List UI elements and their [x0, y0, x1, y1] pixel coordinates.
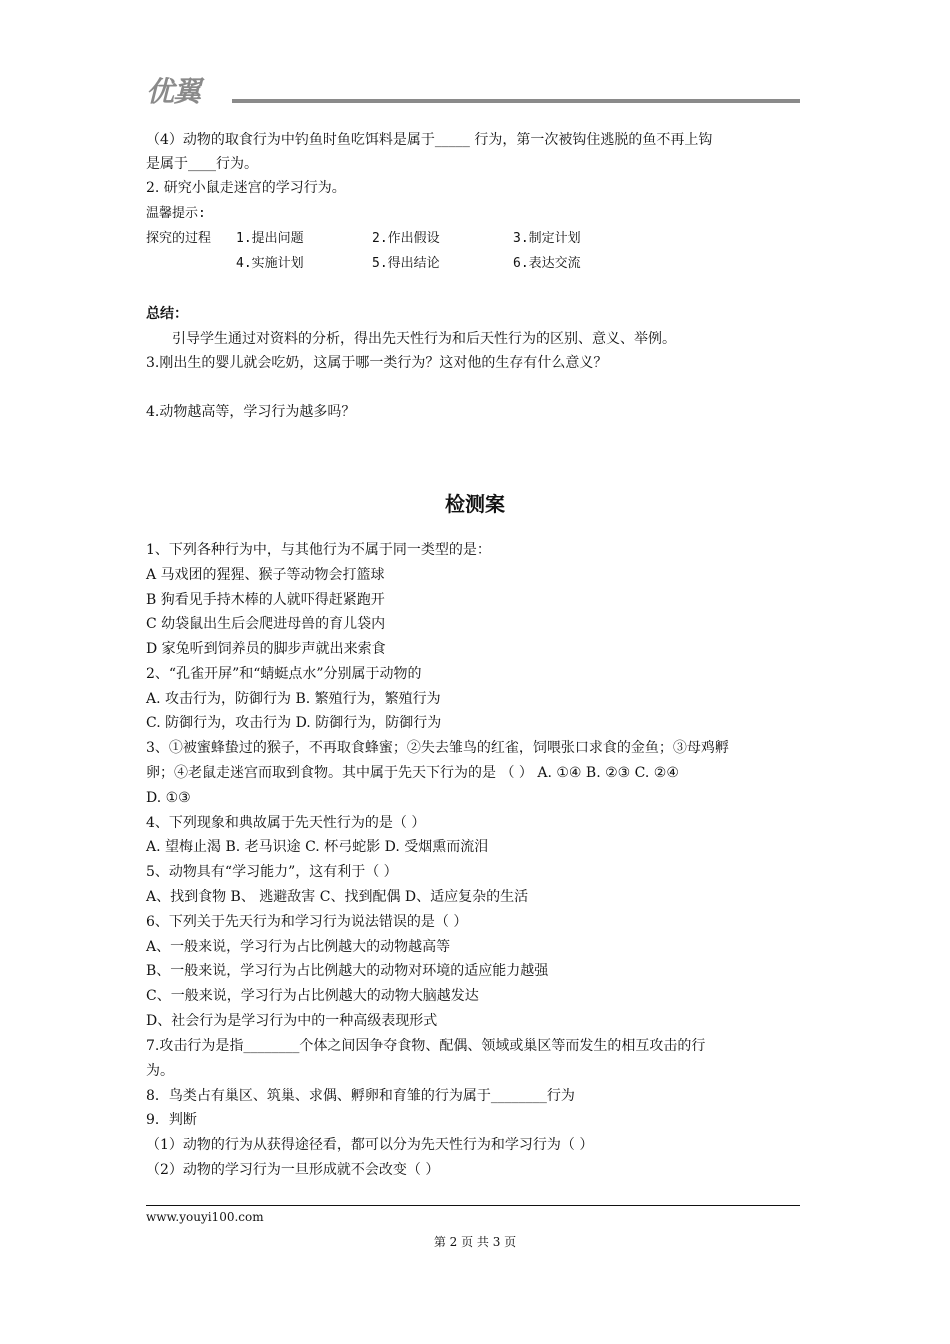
summary-label: 总结： — [146, 306, 188, 322]
test-line: 5、动物具有“学习能力”，这有利于（ ） — [146, 864, 398, 880]
test-line: C 幼袋鼠出生后会爬进母兽的育儿袋内 — [146, 616, 386, 632]
test-line: 7.攻击行为是指________个体之间因争夺食物、配偶、领域或巢区等而发生的相互攻击的行 — [146, 1038, 706, 1054]
step-4: 4.实施计划 — [236, 256, 304, 271]
step-1: 1.提出问题 — [236, 231, 304, 246]
step-5: 5.得出结论 — [372, 256, 440, 271]
step-2: 2.作出假设 — [372, 231, 440, 246]
test-line: 2、“孔雀开屏”和“蜻蜓点水”分别属于动物的 — [146, 666, 422, 682]
header-divider — [232, 99, 800, 103]
test-line: 3、①被蜜蜂蛰过的猴子，不再取食蜂蜜；②失去雏鸟的红雀，饲喂张口求食的金鱼；③母鸡孵 — [146, 740, 729, 756]
test-line: 6、下列关于先天行为和学习行为说法错误的是（ ） — [146, 914, 468, 930]
test-line: 为。 — [146, 1063, 174, 1079]
question-3: 3.刚出生的婴儿就会吃奶，这属于哪一类行为？这对他的生存有什么意义？ — [146, 355, 608, 371]
test-line: A、一般来说，学习行为占比例越大的动物越高等 — [146, 939, 451, 955]
test-line: B、一般来说，学习行为占比例越大的动物对环境的适应能力越强 — [146, 963, 549, 979]
test-line: 1、下列各种行为中，与其他行为不属于同一类型的是： — [146, 542, 491, 558]
steps-label: 探究的过程 — [146, 231, 212, 246]
step-3: 3.制定计划 — [513, 231, 581, 246]
step-6: 6.表达交流 — [513, 256, 581, 271]
footer-url: www.youyi100.com — [146, 1210, 264, 1224]
tip-label: 温馨提示: — [146, 206, 206, 221]
test-line: 8．鸟类占有巢区、筑巢、求偶、孵卵和育雏的行为属于________行为 — [146, 1088, 575, 1104]
test-line: D、社会行为是学习行为中的一种高级表现形式 — [146, 1013, 438, 1029]
test-line: D. ①③ — [146, 790, 191, 806]
footer-divider — [146, 1205, 800, 1206]
test-line: A 马戏团的猩猩、猴子等动物会打篮球 — [146, 567, 385, 583]
q4-line1: （4）动物的取食行为中钓鱼时鱼吃饵料是属于_____ 行为，第一次被钩住逃脱的鱼不再上钩 — [146, 132, 713, 148]
q4-line2: 是属于____行为。 — [146, 156, 258, 172]
test-line: B 狗看见手持木棒的人就吓得赶紧跑开 — [146, 592, 385, 608]
test-line: A. 攻击行为，防御行为 B. 繁殖行为，繁殖行为 — [146, 691, 441, 707]
test-line: （1）动物的行为从获得途径看，都可以分为先天性行为和学习行为（ ） — [146, 1137, 594, 1153]
summary-text: 引导学生通过对资料的分析，得出先天性行为和后天性行为的区别、意义、举例。 — [172, 331, 676, 347]
test-line: （2）动物的学习行为一旦形成就不会改变（ ） — [146, 1162, 440, 1178]
test-line: D 家兔听到饲养员的脚步声就出来索食 — [146, 641, 386, 657]
item-2: 2. 研究小鼠走迷宫的学习行为。 — [146, 180, 346, 196]
test-line: C. 防御行为，攻击行为 D. 防御行为，防御行为 — [146, 715, 442, 731]
test-line: 9．判断 — [146, 1112, 197, 1128]
section-title: 检测案 — [445, 492, 505, 516]
youyi-logo: 优翼 — [146, 75, 201, 108]
test-line: 4、下列现象和典故属于先天性行为的是（ ） — [146, 815, 426, 831]
test-line: A、找到食物 B、 逃避敌害 C、找到配偶 D、适应复杂的生活 — [146, 889, 529, 905]
question-4: 4.动物越高等，学习行为越多吗？ — [146, 404, 356, 420]
test-line: C、一般来说，学习行为占比例越大的动物大脑越发达 — [146, 988, 479, 1004]
test-line: 卵；④老鼠走迷宫而取到食物。其中属于先天下行为的是 （ ） A. ①④ B. ②③ C. ②④ — [146, 765, 679, 781]
test-line: A. 望梅止渴 B. 老马识途 C. 杯弓蛇影 D. 受烟熏而流泪 — [146, 839, 489, 855]
page-number: 第 2 页 共 3 页 — [433, 1235, 517, 1249]
